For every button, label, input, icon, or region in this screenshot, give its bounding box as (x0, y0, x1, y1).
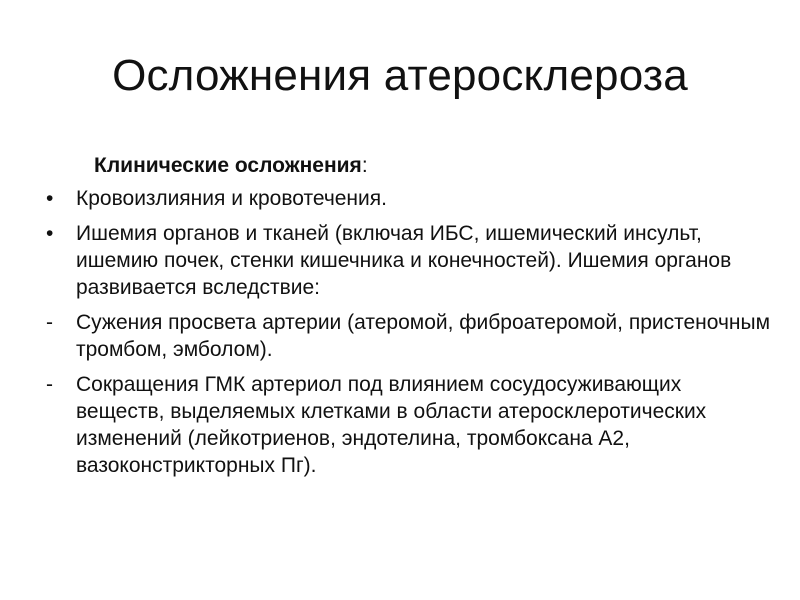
bullet-marker: • (46, 187, 54, 210)
bullet-marker: • (46, 222, 54, 245)
list-item-text: Сужения просвета артерии (атеромой, фиброатеромой, пристеночным тромбом, эмболом). (76, 311, 771, 361)
list-item-text: Кровоизлияния и кровотечения. (76, 187, 387, 210)
subheading-suffix: : (361, 154, 368, 177)
list-item (46, 309, 772, 363)
list-item-text: Ишемия органов и тканей (включая ИБС, ишемический инсульт, ишемию почек, стенки кишечника и конечностей). Ишемия органов развивается вследствие: (76, 222, 732, 299)
subheading (94, 152, 772, 179)
complications-list (46, 185, 772, 479)
list-item (46, 371, 772, 479)
subheading-label: Клинические осложнения (94, 154, 362, 177)
list-item-text: Сокращения ГМК артериол под влиянием сосудосуживающих веществ, выделяемых клетками в области атеросклеротических изменений (лейкотриенов, эндотелина, тромбоксана А2, вазоконстрикторных Пг). (76, 373, 707, 477)
dash-marker: - (46, 373, 53, 396)
list-item (46, 220, 772, 301)
dash-marker: - (46, 311, 53, 334)
slide-title: Осложнения атеросклероза (112, 51, 688, 100)
slide-content (46, 152, 772, 487)
list-item (46, 185, 772, 212)
